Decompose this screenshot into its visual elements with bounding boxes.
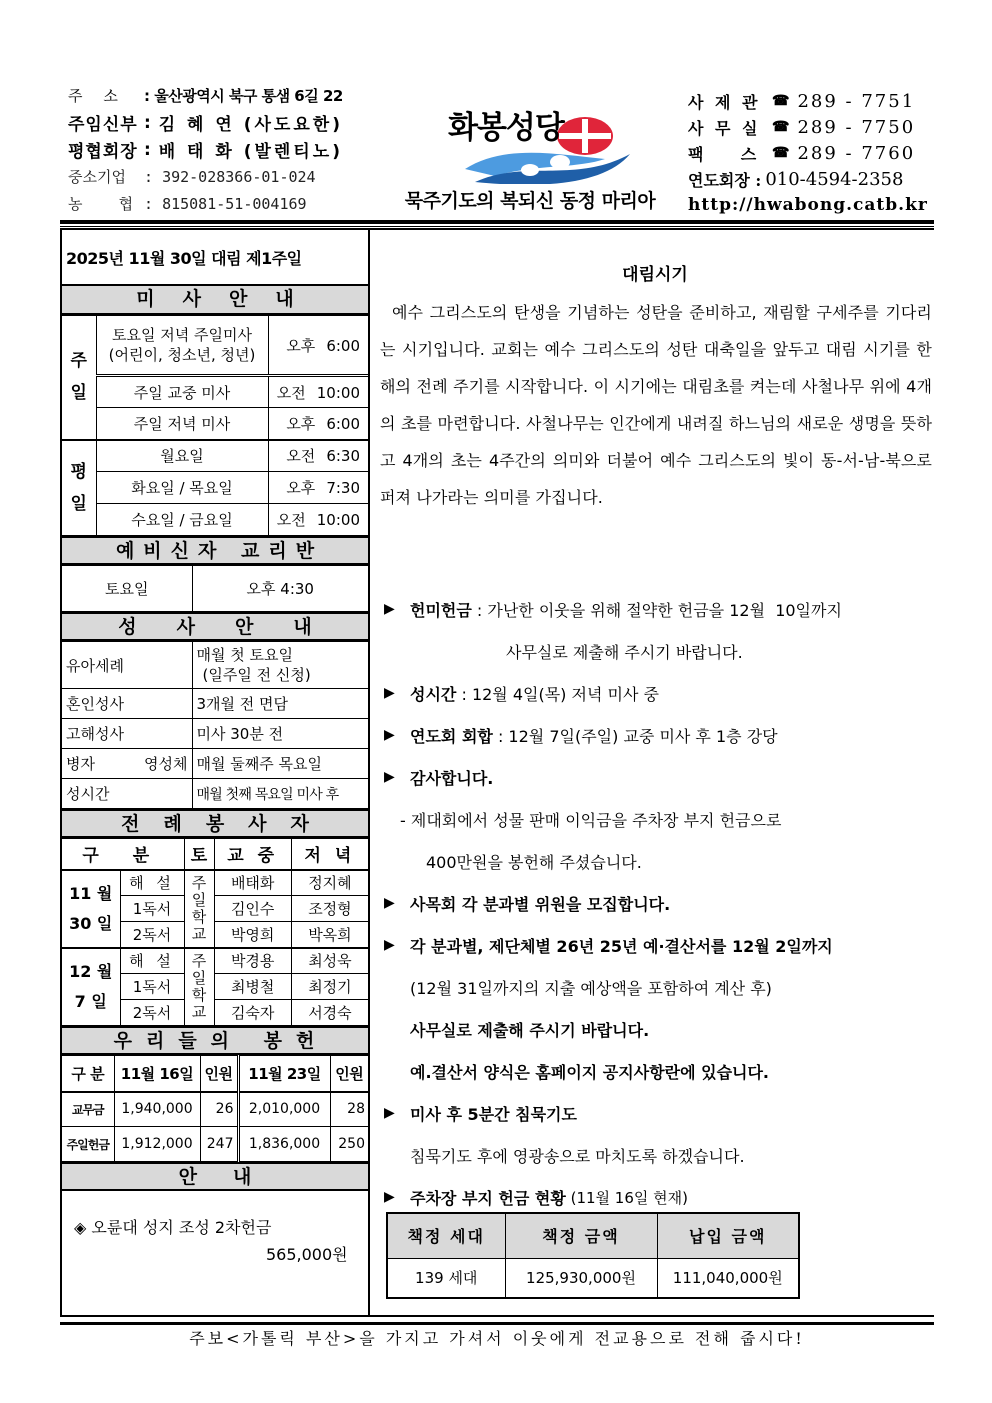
triangle-bullet-icon: ▶ bbox=[384, 727, 395, 743]
offering-type: 주일헌금 bbox=[62, 1127, 114, 1162]
server-main: 박영희 bbox=[214, 922, 291, 948]
assigned-amount: 125,930,000원 bbox=[505, 1258, 657, 1298]
parking-fund-table bbox=[386, 1212, 800, 1299]
column-header: 인원 bbox=[330, 1056, 368, 1092]
sacrament-info: 매월 첫째 목요일 미사 후 bbox=[192, 779, 368, 809]
announcements-list: ▶ 헌미헌금 : 가난한 이웃을 위해 절약한 헌금을 12월 10일까지 사무실로 제출해 주시기 바랍니다. ▶ 성시간 : 12월 4일(목) 저녁 미사 중 ▶ 연도회 회합 : 12월 7일(주일) 교중 미사 후 1층 강당 ▶ 감사합니다. - 제대회에서 성물 판매 이익금을 주차장 부지 헌금으로 400만원을 봉헌해 주셨습니다. ▶ 사목회 각 분과별 위원을 모집합니다. ▶ 각 분과별, 제단체별 26년 25년 예·결산서를 12월 2일까지 (12월 31일까지의 지출 예상액을 포함하여 계산 후) 사무실로 제출해 주시기 바랍니다. 예.결산서 양식은 홈페이지 공지사항란에 있습니다. ▶ 미사 후 5분간 침묵기도 침묵기도 후에 영광송으로 마치도록 하겠습니다. ▶ 주차장 부지 헌금 현황 (11월 16일 현재) bbox=[384, 588, 934, 1218]
phone-icon: ☎ bbox=[772, 93, 790, 109]
announcement-item: ▶ 감사합니다. bbox=[384, 768, 494, 788]
offering-heading: 우리들의 봉헌 bbox=[62, 1026, 368, 1055]
website-row bbox=[688, 192, 934, 218]
sacraments-table bbox=[62, 641, 368, 809]
fax-number: 289 - 7760 bbox=[797, 142, 916, 164]
notice-text: 오륜대 성지 조성 2차헌금 bbox=[91, 1218, 272, 1237]
mass-time: 오후 6:00 bbox=[268, 408, 368, 440]
triangle-bullet-icon: ▶ bbox=[384, 769, 395, 785]
sacrament-info: 매월 첫 토요일 (일주일 전 신청) bbox=[192, 642, 368, 689]
server-evening: 최성욱 bbox=[291, 948, 368, 974]
bank-account-row-2: 농 협 : 815081-51-004169 bbox=[68, 194, 307, 213]
server-evening: 서경숙 bbox=[291, 1000, 368, 1026]
triangle-bullet-icon: ▶ bbox=[384, 1105, 395, 1121]
phone-icon: ☎ bbox=[772, 119, 790, 135]
office-label: 사 무 실 bbox=[688, 118, 761, 138]
address-row: 주 소 : 울산광역시 북구 통샘 6길 22 bbox=[68, 86, 343, 105]
mass-name: 주일 교중 미사 bbox=[96, 376, 268, 408]
announcement-item: ▶ 사목회 각 분과별 위원을 모집합니다. bbox=[384, 894, 671, 914]
article-title: 대림시기 bbox=[622, 265, 688, 285]
mass-time: 오후 6:00 bbox=[268, 316, 368, 376]
column-header: 토 bbox=[184, 839, 214, 870]
parish-name: 화봉성당 bbox=[448, 110, 564, 146]
address-value: 울산광역시 북구 통샘 6길 22 bbox=[154, 87, 343, 105]
sacrament-name: 병자 영성체 bbox=[62, 749, 192, 779]
pastor-label: 주임신부 bbox=[68, 115, 138, 135]
offering-amount: 1,836,000 bbox=[238, 1127, 330, 1162]
offering-type: 교무금 bbox=[62, 1092, 114, 1127]
mass-time: 오전 6:30 bbox=[268, 440, 368, 472]
announcement-item: ▶ 미사 후 5분간 침묵기도 bbox=[384, 1104, 577, 1124]
website-link[interactable]: http://hwabong.catb.kr bbox=[688, 195, 928, 215]
mass-name: 월요일 bbox=[96, 440, 268, 472]
column-header: 책정 금액 bbox=[505, 1213, 657, 1258]
column-header: 교 중 bbox=[214, 839, 291, 870]
role: 1독서 bbox=[120, 896, 184, 922]
sacrament-name: 성시간 bbox=[62, 779, 192, 809]
rectory-label: 사 제 관 bbox=[688, 92, 761, 112]
week-date: 12 월 7 일 bbox=[62, 948, 120, 1026]
role: 2독서 bbox=[120, 922, 184, 948]
catechumen-day: 토요일 bbox=[62, 566, 192, 612]
catechumen-table bbox=[62, 565, 368, 612]
mass-time: 오후 7:30 bbox=[268, 472, 368, 504]
server-evening: 조정형 bbox=[291, 896, 368, 922]
server-evening: 정지혜 bbox=[291, 870, 368, 896]
paid-amount: 111,040,000원 bbox=[657, 1258, 799, 1298]
weekday-group-label: 평 일 bbox=[62, 440, 96, 536]
triangle-bullet-icon: ▶ bbox=[384, 1189, 395, 1205]
council-president-label: 평협회장 bbox=[68, 142, 138, 162]
sacrament-name: 유아세례 bbox=[62, 642, 192, 689]
offering-count: 26 bbox=[200, 1092, 238, 1127]
sunday-group-label: 주 일 bbox=[62, 316, 96, 440]
column-header: 납입 금액 bbox=[657, 1213, 799, 1258]
council-president-value: 배 태 화 (발렌티노) bbox=[158, 142, 343, 162]
column-header: 구 분 bbox=[62, 1056, 114, 1092]
triangle-bullet-icon: ▶ bbox=[384, 601, 395, 617]
catechumen-heading: 예비신자 교리반 bbox=[62, 536, 368, 565]
announcement-item: ▶ 연도회 회합 : 12월 7일(주일) 교중 미사 후 1층 강당 bbox=[384, 726, 778, 746]
footer-message: 주보<가톨릭 부산>을 가지고 가셔서 이웃에게 전교용으로 전해 줍시다! bbox=[189, 1329, 805, 1348]
bank-label-1: 중소기업 bbox=[68, 168, 126, 186]
triangle-bullet-icon: ▶ bbox=[384, 937, 395, 953]
office-phone: 289 - 7750 bbox=[797, 116, 916, 138]
mass-schedule-heading: 미사안내 bbox=[62, 286, 368, 315]
bank-label-2: 농 협 bbox=[68, 195, 134, 213]
fax-label: 팩 스 bbox=[688, 144, 760, 164]
mass-time: 오전 10:00 bbox=[268, 376, 368, 408]
server-evening: 박옥희 bbox=[291, 922, 368, 948]
pastor-value: 김 혜 연 (사도요한) bbox=[158, 115, 343, 135]
sacrament-name: 고해성사 bbox=[62, 719, 192, 749]
header-divider bbox=[60, 220, 934, 227]
server-main: 김숙자 bbox=[214, 1000, 291, 1026]
liturgy-servers-table bbox=[62, 838, 368, 1026]
server-main: 박경용 bbox=[214, 948, 291, 974]
column-header: 인원 bbox=[200, 1056, 238, 1092]
offering-count: 250 bbox=[330, 1127, 368, 1162]
notice-heading: 안내 bbox=[62, 1162, 368, 1191]
phone-icon: ☎ bbox=[772, 145, 790, 161]
sacrament-info: 미사 30분 전 bbox=[192, 719, 368, 749]
role: 2독서 bbox=[120, 1000, 184, 1026]
announcement-item: ▶ 헌미헌금 : 가난한 이웃을 위해 절약한 헌금을 12월 10일까지 bbox=[384, 600, 842, 620]
sacraments-heading: 성사안내 bbox=[62, 612, 368, 641]
funeral-chair-label: 연도회장 : bbox=[688, 170, 762, 190]
funeral-chair-row bbox=[688, 166, 934, 192]
announcement-item: ▶ 성시간 : 12월 4일(목) 저녁 미사 중 bbox=[384, 684, 659, 704]
mass-name: 주일 저녁 미사 bbox=[96, 408, 268, 440]
role: 해 설 bbox=[120, 948, 184, 974]
server-main: 김인수 bbox=[214, 896, 291, 922]
parish-logo bbox=[385, 82, 675, 222]
role: 1독서 bbox=[120, 974, 184, 1000]
saturday-group: 주 일 학 교 bbox=[184, 948, 214, 1026]
triangle-bullet-icon: ▶ bbox=[384, 895, 395, 911]
offering-amount: 2,010,000 bbox=[238, 1092, 330, 1127]
bulletin-date: 2025년 11월 30일 대림 제1주일 bbox=[62, 230, 368, 286]
column-header: 책정 세대 bbox=[387, 1213, 505, 1258]
mass-name: 화요일 / 목요일 bbox=[96, 472, 268, 504]
server-evening: 최정기 bbox=[291, 974, 368, 1000]
mass-time: 오전 10:00 bbox=[268, 504, 368, 536]
column-header: 저 녁 bbox=[291, 839, 368, 870]
offering-amount: 1,912,000 bbox=[114, 1127, 200, 1162]
diamond-bullet-icon: ◈ bbox=[74, 1218, 87, 1237]
bank-account-2: 815081-51-004169 bbox=[162, 194, 307, 213]
article-body: 예수 그리스도의 탄생을 기념하는 성탄을 준비하고, 재림할 구세주를 기다리는 시기입니다. 교회는 예수 그리스도의 성탄 대축일을 앞두고 대림 시기를 한 해의 전례 주기를 시작합니다. 이 시기에는 대림초를 켜는데 사철나무 위에 4개의 초를 마련합니다. 사철나무는 인간에게 내려질 하느님의 새로운 생명을 뜻하고 4개의 초는 4주간의 의미와 더불어 예수 그리스도의 빛이 동-서-남-북으로 퍼져 나가라는 의미를 가집니다. bbox=[380, 303, 932, 507]
offering-count: 28 bbox=[330, 1092, 368, 1127]
notice-box bbox=[62, 1191, 368, 1265]
liturgy-servers-heading: 전례봉사자 bbox=[62, 809, 368, 838]
office-phone-row bbox=[688, 114, 934, 140]
left-column bbox=[60, 228, 370, 1317]
parish-patron: 묵주기도의 복되신 동정 마리아 bbox=[404, 190, 656, 212]
address-label: 주 소 bbox=[68, 87, 118, 105]
role: 해 설 bbox=[120, 870, 184, 896]
column-header: 구 분 bbox=[62, 839, 184, 870]
column-header: 11월 16일 bbox=[114, 1056, 200, 1092]
right-column bbox=[370, 228, 934, 1317]
server-main: 배태화 bbox=[214, 870, 291, 896]
rectory-phone-row bbox=[688, 88, 934, 114]
parish-info bbox=[68, 82, 378, 217]
announcement-item: ▶ 주차장 부지 헌금 현황 (11월 16일 현재) bbox=[384, 1188, 688, 1208]
footer-divider bbox=[60, 1322, 934, 1325]
week-date: 11 월 30 일 bbox=[62, 870, 120, 948]
mass-name: 수요일 / 금요일 bbox=[96, 504, 268, 536]
funeral-chair-phone: 010-4594-2358 bbox=[765, 168, 904, 190]
pastor-row: 주임신부 : 김 혜 연 (사도요한) bbox=[68, 109, 378, 136]
contact-info bbox=[688, 88, 934, 218]
bank-account-1: 392-028366-01-024 bbox=[162, 167, 316, 186]
rectory-phone: 289 - 7751 bbox=[797, 90, 916, 112]
council-president-row: 평협회장 : 배 태 화 (발렌티노) bbox=[68, 136, 378, 163]
bulletin-header bbox=[60, 82, 934, 222]
offering-table bbox=[62, 1055, 368, 1162]
catechumen-time: 오후 4:30 bbox=[192, 566, 368, 612]
triangle-bullet-icon: ▶ bbox=[384, 685, 395, 701]
column-header: 11월 23일 bbox=[238, 1056, 330, 1092]
notice-amount: 565,000원 bbox=[266, 1245, 348, 1264]
offering-count: 247 bbox=[200, 1127, 238, 1162]
mass-schedule-table bbox=[62, 315, 368, 536]
assigned-households: 139 세대 bbox=[387, 1258, 505, 1298]
fax-row bbox=[688, 140, 934, 166]
mass-name: 토요일 저녁 주일미사 (어린이, 청소년, 청년) bbox=[96, 316, 268, 376]
announcement-item: ▶ 각 분과별, 제단체별 26년 25년 예·결산서를 12월 2일까지 bbox=[384, 936, 833, 956]
server-main: 최병철 bbox=[214, 974, 291, 1000]
saturday-group: 주 일 학 교 bbox=[184, 870, 214, 948]
bank-account-row-1: 중소기업 : 392-028366-01-024 bbox=[68, 167, 316, 186]
offering-amount: 1,940,000 bbox=[114, 1092, 200, 1127]
sacrament-name: 혼인성사 bbox=[62, 689, 192, 719]
sacrament-info: 매월 둘째주 목요일 bbox=[192, 749, 368, 779]
sacrament-info: 3개월 전 면담 bbox=[192, 689, 368, 719]
